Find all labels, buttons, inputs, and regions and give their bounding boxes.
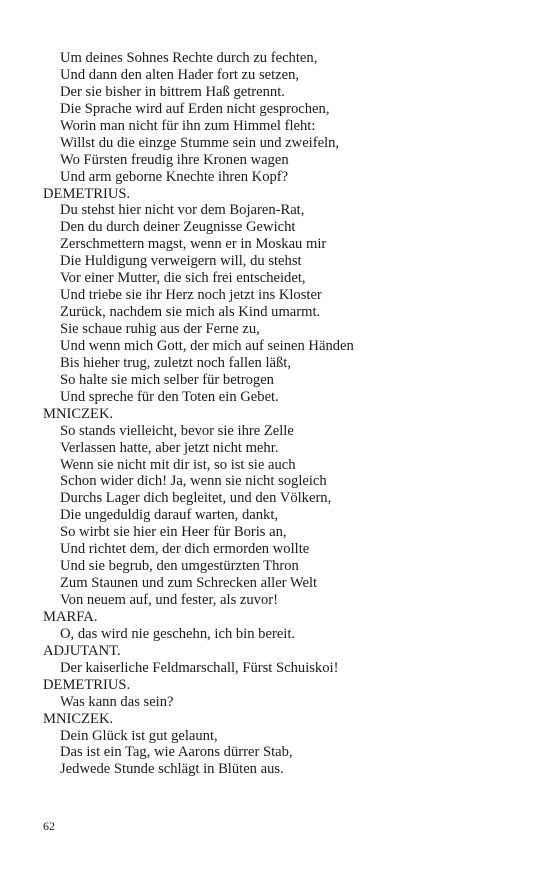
verse-line: Und spreche für den Toten ein Gebet.: [60, 388, 279, 405]
verse-line: Wenn sie nicht mit dir ist, so ist sie auch: [60, 456, 296, 473]
verse-line: Verlassen hatte, aber jetzt nicht mehr.: [60, 439, 279, 456]
verse-line: So wirbt sie hier ein Heer für Boris an,: [60, 524, 287, 541]
verse-line: Den du durch deiner Zeugnisse Gewicht: [60, 219, 296, 236]
speaker-name: ADJUTANT.: [43, 642, 121, 659]
verse-line: Vor einer Mutter, die sich frei entscheidet,: [60, 270, 306, 287]
verse-line: Dein Glück ist gut gelaunt,: [60, 727, 218, 744]
verse-line: Und richtet dem, der dich ermorden wollte: [60, 541, 310, 558]
verse-line: Die Huldigung verweigern will, du stehst: [60, 253, 302, 270]
verse-line: O, das wird nie geschehn, ich bin bereit.: [60, 625, 296, 642]
verse-line: Worin man nicht für ihn zum Himmel fleht:: [60, 117, 316, 134]
verse-line: Und dann den alten Hader fort zu setzen,: [60, 66, 300, 83]
verse-line: Von neuem auf, und fester, als zuvor!: [60, 592, 278, 608]
drama-text: [43, 50, 523, 778]
verse-line: Du stehst hier nicht vor dem Bojaren-Rat,: [60, 202, 305, 219]
verse-line: Das ist ein Tag, wie Aarons dürrer Stab,: [60, 744, 293, 761]
verse-line: Und arm geborne Knechte ihren Kopf?: [60, 168, 289, 185]
verse-line: Sie schaue ruhig aus der Ferne zu,: [60, 321, 260, 337]
verse-line: Die Sprache wird auf Erden nicht gesprochen,: [60, 100, 330, 117]
speaker-name: DEMETRIUS.: [43, 185, 131, 202]
verse-line: Schon wider dich! Ja, wenn sie nicht sogleich: [60, 473, 327, 490]
verse-line: Der sie bisher in bittrem Haß getrennt.: [60, 83, 285, 100]
verse-line: Durchs Lager dich begleitet, und den Völkern,: [60, 490, 332, 507]
verse-line: Willst du die einzge Stumme sein und zweifeln,: [60, 134, 340, 151]
verse-line: Und triebe sie ihr Herz noch jetzt ins Kloster: [60, 287, 322, 304]
verse-line: So stands vielleicht, bevor sie ihre Zelle: [60, 422, 294, 439]
speaker-name: MNICZEK.: [43, 710, 114, 727]
verse-line: So halte sie mich selber für betrogen: [60, 371, 274, 388]
verse-line: Der kaiserliche Feldmarschall, Fürst Schuiskoi!: [60, 659, 339, 676]
speaker-name: DEMETRIUS.: [43, 676, 131, 693]
speaker-name: MNICZEK.: [43, 405, 114, 422]
page-number: 62: [43, 819, 55, 833]
speaker-name: MARFA.: [43, 608, 98, 625]
verse-line: Die ungeduldig darauf warten, dankt,: [60, 507, 279, 524]
verse-line: Was kann das sein?: [60, 693, 174, 710]
verse-line: Jedwede Stunde schlägt in Blüten aus.: [60, 761, 284, 778]
verse-line: Und sie begrub, den umgestürzten Thron: [60, 558, 299, 575]
verse-line: Zurück, nachdem sie mich als Kind umarmt.: [60, 304, 321, 321]
verse-line: Zum Staunen und zum Schrecken aller Welt: [60, 575, 318, 592]
verse-line: Wo Fürsten freudig ihre Kronen wagen: [60, 151, 289, 168]
verse-line: Bis hieher trug, zuletzt noch fallen läßt,: [60, 354, 291, 371]
verse-line: Um deines Sohnes Rechte durch zu fechten,: [60, 50, 318, 66]
verse-line: Und wenn mich Gott, der mich auf seinen Händen: [60, 337, 354, 354]
verse-line: Zerschmettern magst, wenn er in Moskau mir: [60, 236, 327, 253]
